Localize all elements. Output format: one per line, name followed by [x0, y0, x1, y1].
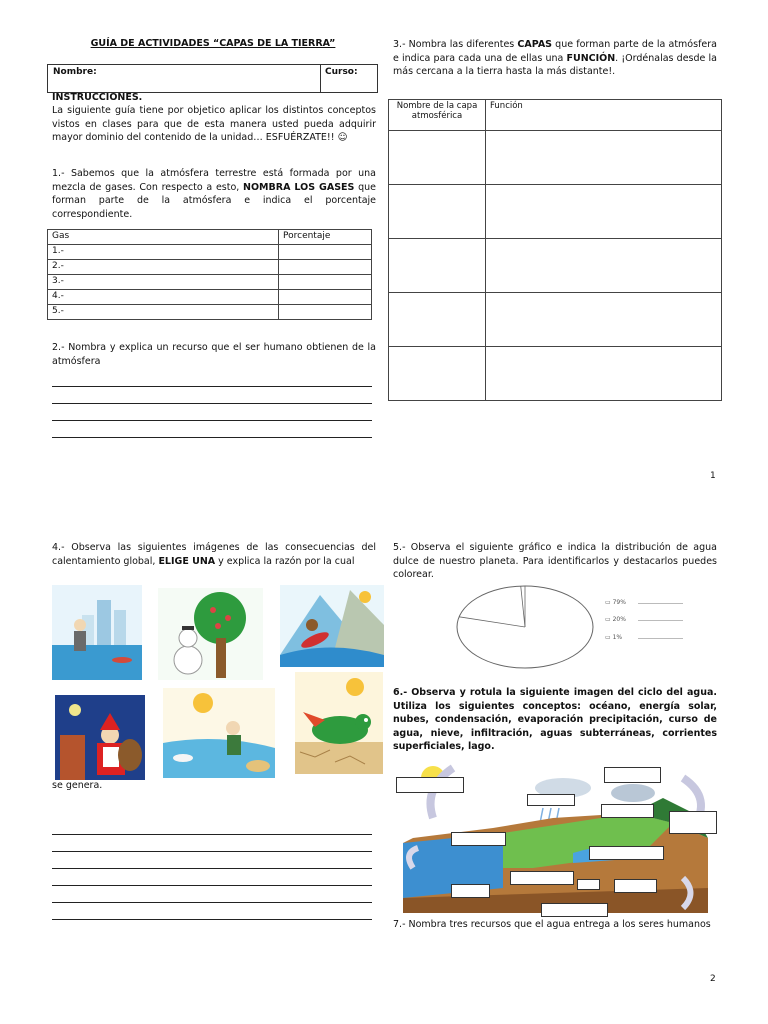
answer-line[interactable] [52, 437, 372, 438]
gas-row-label: 5.- [48, 305, 279, 320]
drought-icon [295, 672, 383, 774]
cycle-label-box[interactable] [541, 903, 608, 917]
answer-line[interactable] [52, 868, 372, 869]
percentage-header: Porcentaje [279, 230, 372, 245]
melting-city-illustration[interactable] [52, 585, 142, 680]
beach-sun-icon [163, 688, 275, 778]
function-cell[interactable] [486, 131, 722, 185]
cycle-label-box[interactable] [510, 871, 574, 885]
cycle-label-box[interactable] [604, 767, 661, 783]
function-cell[interactable] [486, 293, 722, 347]
melting-mountain-icon [280, 585, 384, 667]
answer-line[interactable] [52, 919, 372, 920]
question-4-end: se genera. [52, 780, 103, 791]
course-field[interactable] [321, 65, 377, 92]
question-7: 7.- Nombra tres recursos que el agua entrega a los seres humanos [393, 919, 711, 930]
question-3: 3.- Nombra las diferentes CAPAS que forman parte de la atmósfera e indica para cada una de ellas una FUNCIÓN. ¡Ordénalas desde la más cercana a la tierra hasta la más distante!. [393, 39, 717, 77]
legend-blank-line[interactable] [638, 603, 683, 604]
cycle-label-box[interactable] [527, 794, 575, 806]
gas-row-label: 4.- [48, 290, 279, 305]
beach-heat-illustration[interactable] [163, 688, 275, 778]
course-label: Curso: [325, 67, 358, 77]
name-course-form [47, 64, 378, 93]
percentage-cell[interactable] [279, 275, 372, 290]
santa-icon [55, 695, 145, 780]
function-cell[interactable] [486, 239, 722, 293]
instructions-text: La siguiente guía tiene por objetico aplicar los distintos conceptos vistos en clases para que de esta manera usted pueda adquirir mayor dominio del contenido de la unidad… ESFUÉRZATE!! ☺ [52, 105, 376, 143]
function-cell[interactable] [486, 185, 722, 239]
legend-blank-line[interactable] [638, 620, 683, 621]
gas-row-label: 1.- [48, 245, 279, 260]
gases-table [47, 229, 372, 320]
layer-name-header: Nombre de la capa atmosférica [389, 100, 486, 131]
cycle-label-box[interactable] [451, 884, 490, 898]
page-number: 2 [710, 974, 716, 984]
answer-line[interactable] [52, 386, 372, 387]
snowman-tree-icon [158, 588, 263, 680]
cycle-label-box[interactable] [396, 777, 464, 793]
function-cell[interactable] [486, 347, 722, 401]
gas-row-label: 3.- [48, 275, 279, 290]
legend-blank-line[interactable] [638, 638, 683, 639]
mountain-surfer-illustration[interactable] [280, 585, 384, 667]
percentage-cell[interactable] [279, 305, 372, 320]
flooded-city-icon [52, 585, 142, 680]
function-header: Función [486, 100, 722, 131]
percentage-cell[interactable] [279, 290, 372, 305]
question-6: 6.- Observa y rotula la siguiente imagen del ciclo del agua. Utiliza los siguientes conceptos: océano, energía solar, nubes, condensación, evaporación precipitación, curso de agua, nieve, infiltración, aguas subterráneas, corrientes superficiales, lago. [393, 687, 717, 752]
name-field[interactable] [48, 65, 321, 92]
instructions-heading: INSTRUCCIONES. [52, 92, 143, 103]
answer-line[interactable] [52, 885, 372, 886]
percentage-cell[interactable] [279, 245, 372, 260]
answer-line[interactable] [52, 902, 372, 903]
santa-chimney-illustration[interactable] [55, 695, 145, 780]
answer-line[interactable] [52, 834, 372, 835]
snowman-tree-illustration[interactable] [158, 588, 263, 680]
layer-name-cell[interactable] [389, 293, 486, 347]
question-5: 5.- Observa el siguiente gráfico e indica la distribución de agua dulce de nuestro planeta. Para identificarlos y destacarlos puedes colorear. [393, 542, 717, 580]
drought-dragon-illustration[interactable] [295, 672, 383, 774]
cycle-label-box[interactable] [589, 846, 664, 860]
answer-line[interactable] [52, 851, 372, 852]
cycle-label-box[interactable] [577, 879, 600, 890]
pie-chart-svg [455, 583, 695, 671]
water-distribution-chart[interactable] [455, 583, 695, 671]
cycle-label-box[interactable] [614, 879, 657, 893]
layer-name-cell[interactable] [389, 131, 486, 185]
page-title: GUÍA DE ACTIVIDADES “CAPAS DE LA TIERRA” [90, 38, 336, 49]
answer-line[interactable] [52, 420, 372, 421]
layer-name-cell[interactable] [389, 185, 486, 239]
cycle-label-box[interactable] [669, 811, 717, 834]
question-4: 4.- Observa las siguientes imágenes de las consecuencias del calentamiento global, ELIGE UNA y explica la razón por la cual [52, 542, 376, 567]
layers-table [388, 99, 722, 401]
cycle-label-box[interactable] [601, 804, 654, 818]
legend-item: ▭ 20% [605, 616, 626, 623]
layer-name-cell[interactable] [389, 239, 486, 293]
cycle-label-box[interactable] [451, 832, 506, 846]
layer-name-cell[interactable] [389, 347, 486, 401]
question-2: 2.- Nombra y explica un recurso que el ser humano obtienen de la atmósfera [52, 342, 376, 367]
percentage-cell[interactable] [279, 260, 372, 275]
gas-row-label: 2.- [48, 260, 279, 275]
legend-item: ▭ 1% [605, 634, 623, 641]
name-label: Nombre: [53, 67, 97, 77]
page-number: 1 [710, 471, 716, 481]
legend-item: ▭ 79% [605, 599, 626, 606]
answer-line[interactable] [52, 403, 372, 404]
gas-header: Gas [48, 230, 279, 245]
question-1: 1.- Sabemos que la atmósfera terrestre está formada por una mezcla de gases. Con respecto a esto, NOMBRA LOS GASES que forman parte de la atmósfera e indica el porcentaje correspondiente. [52, 168, 377, 220]
